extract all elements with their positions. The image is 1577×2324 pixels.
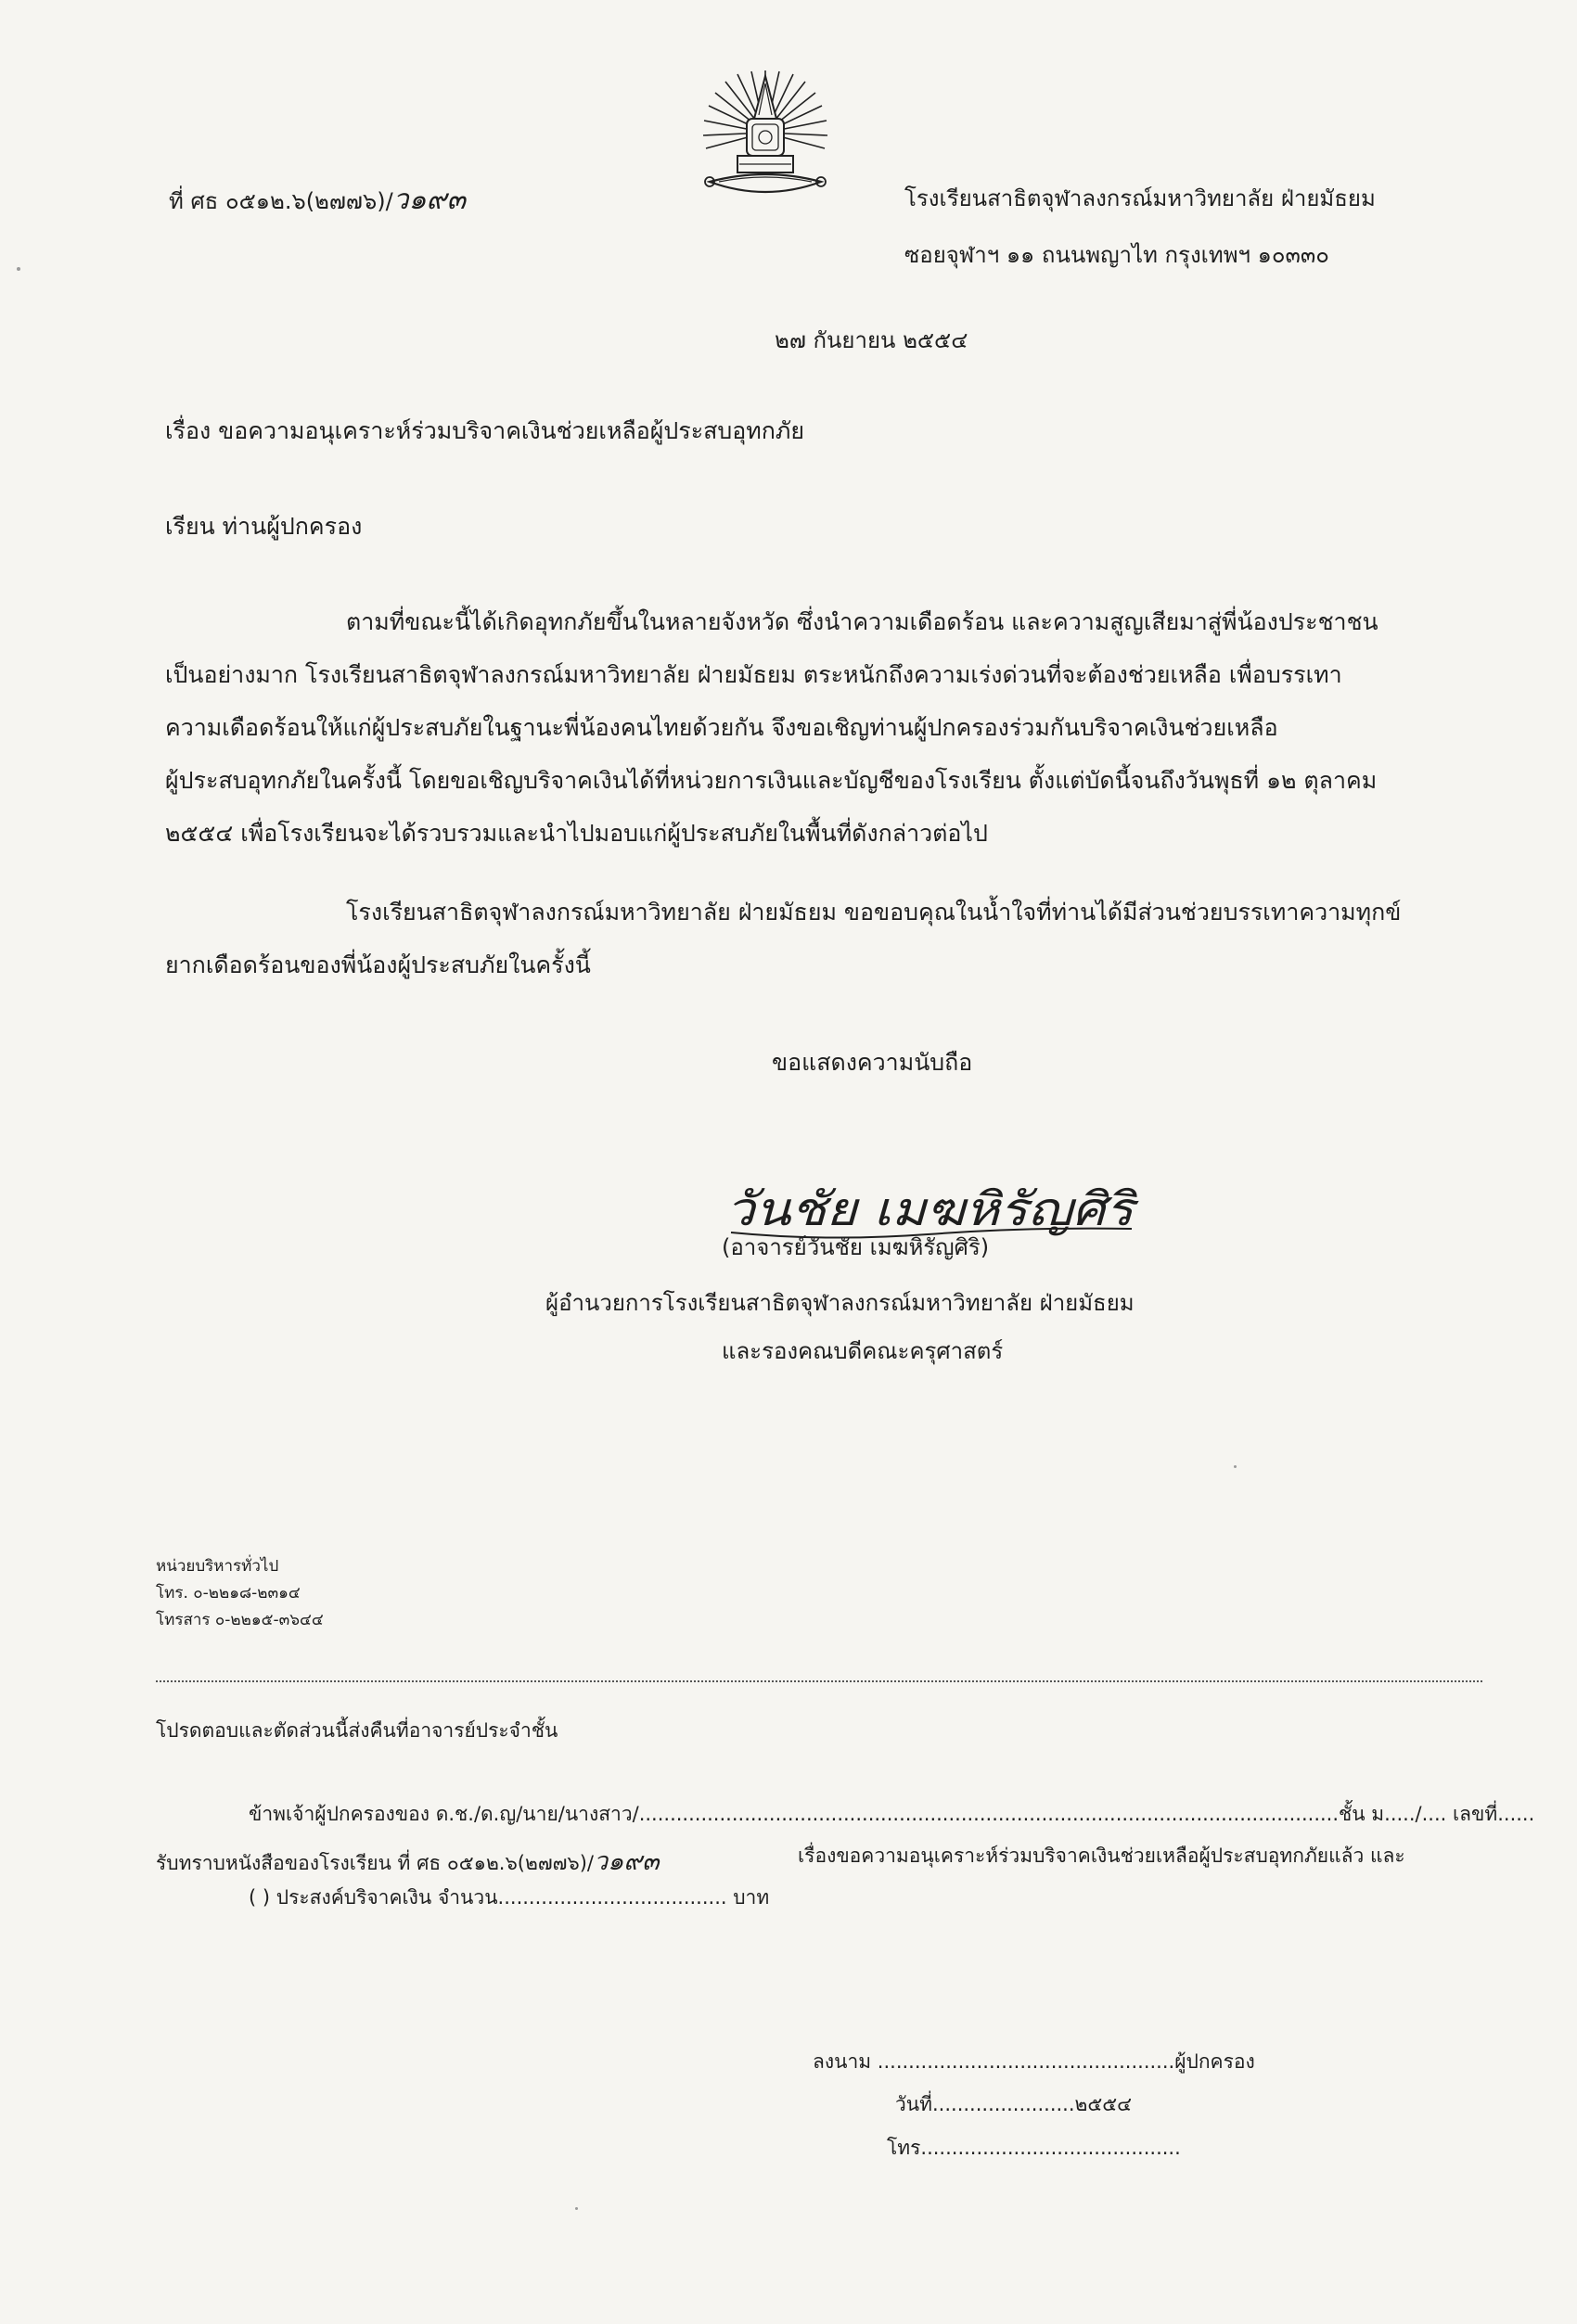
paragraph-line: ความเดือดร้อนให้แก่ผู้ประสบภัยในฐานะพี่น้องคนไทยด้วยกัน จึงขอเชิญท่านผู้ปกครองร่วมกันบริจาคเงินช่วยเหลือ [165,714,1278,741]
signer-name: (อาจารย์วันชัย เมฆหิรัญศิริ) [722,1234,990,1260]
paragraph-line: ๒๕๕๔ เพื่อโรงเรียนจะได้รวบรวมและนำไปมอบแก่ผู้ประสบภัยในพื้นที่ดังกล่าวต่อไป [165,820,988,847]
paper-speck [1234,1465,1237,1468]
reply-ref-handwritten: ว๑๙๓ [594,1847,660,1876]
signer-title: ผู้อำนวยการโรงเรียนสาธิตจุฬาลงกรณ์มหาวิทยาลัย ฝ่ายมัธยม [545,1290,1135,1316]
paragraph-line: โรงเรียนสาธิตจุฬาลงกรณ์มหาวิทยาลัย ฝ่ายมัธยม ขอขอบคุณในน้ำใจที่ท่านได้มีส่วนช่วยบรรเทาความทุกข์ [346,899,1402,926]
donation-checkbox-line[interactable]: ( ) ประสงค์บริจาคเงิน จำนวน..................................... บาท [249,1886,770,1909]
paragraph-line: ผู้ประสบอุทกภัยในครั้งนี้ โดยขอเชิญบริจาคเงินได้ที่หน่วยการเงินและบัญชีของโรงเรียน ตั้งแต่บัดนี้จนถึงวันพุธที่ ๑๒ ตุลาคม [165,767,1378,794]
body-paragraph-2 [165,886,1401,991]
reply-phone-line[interactable]: โทร.......................................... [887,2137,1181,2159]
parent-signature-line[interactable]: ลงนาม ................................................ผู้ปกครอง [813,2050,1255,2073]
contact-fax: โทรสาร ๐-๒๒๑๕-๓๖๔๔ [156,1611,324,1629]
paper-speck [575,2207,578,2210]
signature-text: วันชัย เมฆหิรัญศิริ [725,1182,1139,1236]
letter-date: ๒๗ กันยายน ๒๕๕๔ [775,327,968,353]
reference-handwritten: ว๑๙๓ [392,184,467,216]
school-address: ซอยจุฬาฯ ๑๑ ถนนพญาไท กรุงเทพฯ ๑๐๓๓๐ [904,242,1329,268]
letter-subject: เรื่อง ขอความอนุเคราะห์ร่วมบริจาคเงินช่วยเหลือผู้ประสบอุทกภัย [165,417,805,444]
letter-salutation: เรียน ท่านผู้ปกครอง [165,513,363,540]
contact-unit: หน่วยบริหารทั่วไป [156,1557,279,1576]
reply-acknowledge-line: รับทราบหนังสือของโรงเรียน ที่ ศธ ๐๕๑๒.๖(๒๗๗๖)/ว๑๙๓ [156,1847,660,1876]
paper-speck [17,267,20,271]
school-name: โรงเรียนสาธิตจุฬาลงกรณ์มหาวิทยาลัย ฝ่ายมัธยม [904,185,1376,211]
signer-title-2: และรองคณบดีคณะครุศาสตร์ [722,1338,1004,1364]
reply-date-line[interactable]: วันที่.......................๒๕๕๔ [895,2093,1133,2115]
paragraph-line: ยากเดือดร้อนของพี่น้องผู้ประสบภัยในครั้งนี้ [165,951,591,978]
cut-line-divider [156,1680,1482,1682]
paragraph-line: ตามที่ขณะนี้ได้เกิดอุทกภัยขึ้นในหลายจังหวัด ซึ่งนำความเดือดร้อน และความสูญเสียมาสู่พี่น้องประชาชน [346,608,1378,635]
closing-phrase: ขอแสดงความนับถือ [772,1049,973,1076]
reference-number: ที่ ศธ ๐๕๑๒.๖(๒๗๗๖)/ว๑๙๓ [169,184,467,216]
body-paragraph-1 [165,595,1378,860]
reply-instruction: โปรดตอบและตัดส่วนนี้ส่งคืนที่อาจารย์ประจำชั้น [156,1719,558,1742]
contact-phone: โทร. ๐-๒๒๑๘-๒๓๑๔ [156,1584,301,1603]
paragraph-line: เป็นอย่างมาก โรงเรียนสาธิตจุฬาลงกรณ์มหาวิทยาลัย ฝ่ายมัธยม ตระหนักถึงความเร่งด่วนที่จะต้องช่วยเหลือ เพื่อบรรเทา [165,661,1342,688]
reply-student-line[interactable]: ข้าพเจ้าผู้ปกครองของ ด.ช./ด.ญ/นาย/นางสาว/.................................................................................................................ชั้น ม...../.... เลขที่...... [249,1803,1535,1825]
school-emblem-icon [700,63,830,221]
reply-acknowledge-subject: เรื่องขอความอนุเคราะห์ร่วมบริจาคเงินช่วยเหลือผู้ประสบอุทกภัยแล้ว และ [798,1845,1405,1867]
